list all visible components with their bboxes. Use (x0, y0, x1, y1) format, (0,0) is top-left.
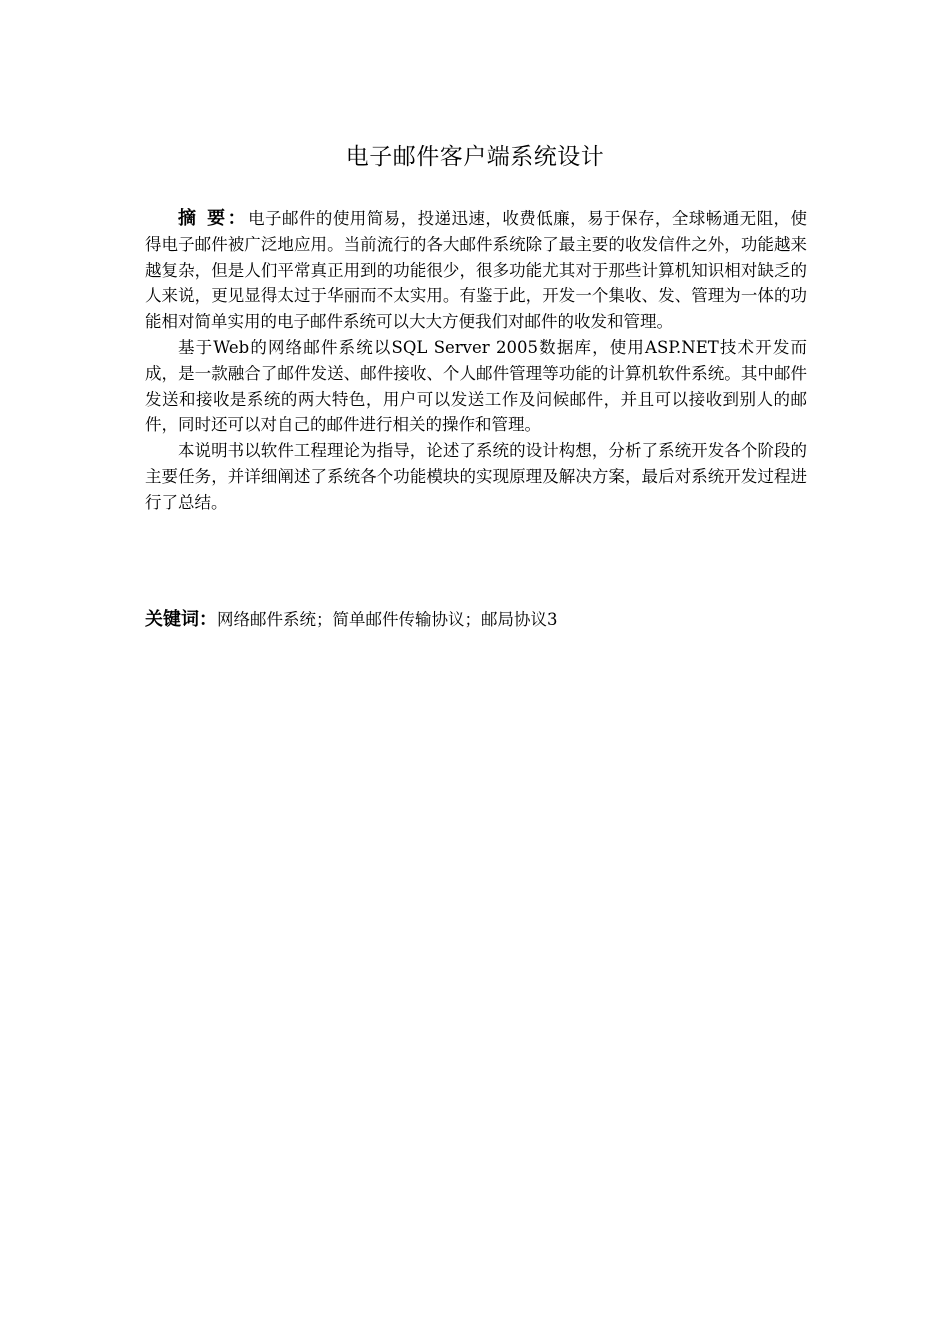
abstract-paragraph-2: 基于Web的网络邮件系统以SQL Server 2005数据库，使用ASP.NET技术开发而成，是一款融合了邮件发送、邮件接收、个人邮件管理等功能的计算机软件系统。其中邮件发送和接收是系统的两大特色，用户可以发送工作及问候邮件，并且可以接收到别人的邮件，同时还可以对自己的邮件进行相关的操作和管理。 (145, 337, 807, 435)
abstract-section (145, 206, 807, 516)
abstract-label: 摘 要： (178, 208, 249, 229)
keywords-text: 网络邮件系统；简单邮件传输协议；邮局协议3 (217, 610, 558, 629)
keywords-label: 关键词： (145, 609, 217, 630)
abstract-text-1: 电子邮件的使用简易，投递迅速，收费低廉，易于保存，全球畅通无阻，使得电子邮件被广泛地应用。当前流行的各大邮件系统除了最主要的收发信件之外，功能越来越复杂，但是人们平常真正用到的功能很少，很多功能尤其对于那些计算机知识相对缺乏的人来说，更见显得太过于华丽而不太实用。有鉴于此，开发一个集收、发、管理为一体的功能相对简单实用的电子邮件系统可以大大方便我们对邮件的收发和管理。 (145, 209, 807, 332)
keywords-section (145, 607, 807, 633)
abstract-paragraph-1 (145, 206, 807, 335)
abstract-paragraph-3: 本说明书以软件工程理论为指导，论述了系统的设计构想，分析了系统开发各个阶段的主要任务，并详细阐述了系统各个功能模块的实现原理及解决方案，最后对系统开发过程进行了总结。 (145, 441, 807, 512)
document-title: 电子邮件客户端系统设计 (345, 144, 605, 170)
